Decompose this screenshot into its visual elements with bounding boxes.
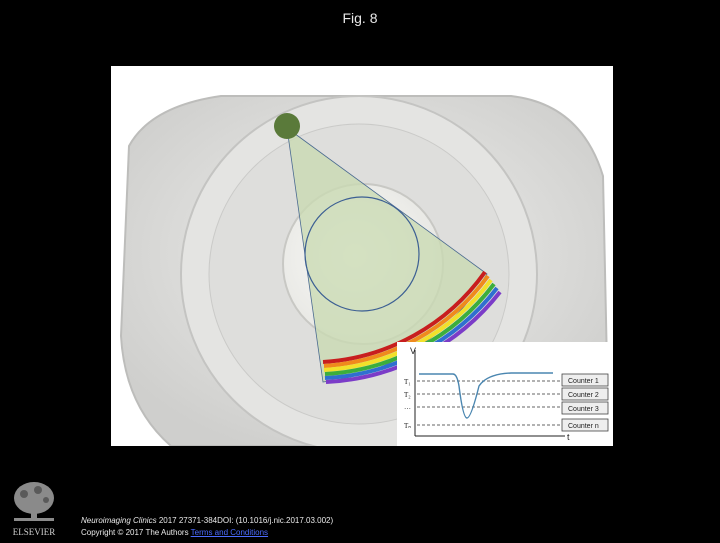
- publisher-name: ELSEVIER: [12, 527, 56, 537]
- axis-v-label: V: [410, 346, 417, 356]
- counter-label: Counter 3: [568, 406, 599, 413]
- axis-t-label: t: [567, 432, 570, 442]
- citation-block: [81, 515, 333, 539]
- terms-link[interactable]: Terms and Conditions: [190, 528, 269, 537]
- journal-name: Neuroimaging Clinics: [81, 516, 157, 525]
- counter-label: Counter 2: [568, 392, 599, 399]
- copyright-line: [81, 527, 333, 539]
- threshold-label: T₂: [404, 391, 411, 399]
- copyright-text: Copyright © 2017 The Authors: [81, 528, 191, 537]
- counter-label: Counter n: [568, 423, 599, 430]
- counter-label: Counter 1: [568, 378, 599, 385]
- threshold-label: …: [404, 403, 411, 411]
- citation-line: [81, 515, 333, 527]
- threshold-label: Tₙ: [404, 422, 412, 430]
- xray-source: [274, 113, 300, 139]
- threshold-label: T₁: [404, 378, 411, 386]
- ct-scanner-figure: [111, 66, 613, 446]
- ct-diagram: [111, 66, 613, 446]
- slide-title: Fig. 8: [342, 10, 378, 26]
- citation-details: 2017 27371-384DOI: (10.1016/j.nic.2017.03.002): [156, 516, 334, 525]
- elsevier-logo: [6, 478, 62, 538]
- signal-inset: [397, 342, 613, 446]
